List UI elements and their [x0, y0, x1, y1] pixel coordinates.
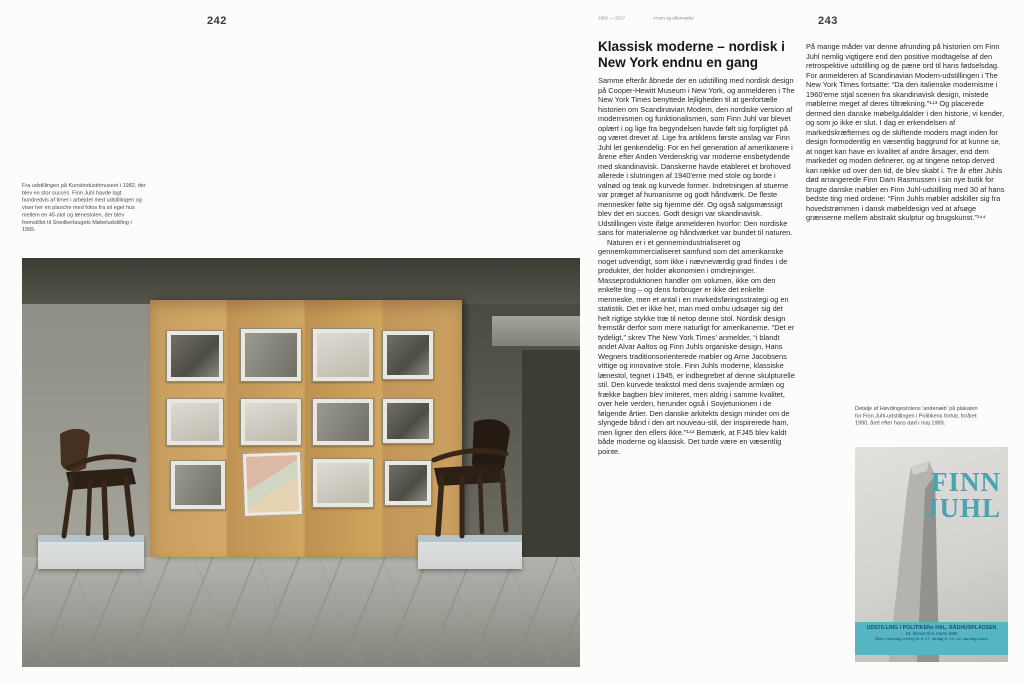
page-number-right: 243 — [818, 15, 838, 27]
framed-print — [240, 398, 302, 446]
framed-print — [312, 398, 374, 446]
exhibition-chair-left — [46, 416, 142, 540]
banner-line-1: UDSTILLING I POLITIKENs HAL, RÅDHUSPLADSEN — [866, 625, 997, 631]
framed-print — [382, 330, 434, 380]
marble-veining — [22, 557, 580, 667]
colored-sketch — [242, 451, 303, 517]
dark-doorway — [522, 350, 580, 560]
paragraph: Samme efterår åbnede der en udstilling med nordisk design på Cooper-Hewitt Museum i New York, og anmelderen i The New York Times benyttede lejligheden til at genfortælle historien om Scandinavian Modern, den nordiske version af modernismen og funktionalismen, som Finn Juhl var blevet oplært i og lige fra begyndelsen havde følt sig forpligtet på og været drevet af. Lige fra artiklens første anslag var Finn Juhl let genkendelig: For en hel generation af amerikanere i årene efter Anden Verdenskrig var moderne ensbetydende med skandinavisk. Danskerne havde etableret et brohoved allerede i slutningen af 1940'erne med stole og borde i valnød og teak og kurvede former. Indretningen af stuerne var præget af humanisme og godt håndværk. De fleste mennesker følte sig hjemme dér. Og også salgsmæssigt blev det en succes. Godt design var skandinavisk. Udstillingen viste ifølge anmelderen hvorfor: Den nordiske sans for materialerne og håndværket var bundet til naturen. — [598, 76, 795, 237]
window-band — [492, 316, 580, 346]
photo-wall-panel — [150, 300, 462, 557]
poster-title-line2: JUHL — [924, 493, 1001, 524]
framed-print — [312, 458, 374, 508]
chair-plinth-left — [38, 535, 144, 569]
exhibition-chair-right — [424, 412, 520, 540]
poster-title-line1: FINN — [931, 467, 1001, 497]
poster-title — [925, 469, 1001, 522]
framed-print — [166, 398, 224, 446]
article-column-1 — [598, 76, 795, 456]
chair-plinth-right — [418, 535, 522, 569]
poster-banner — [855, 622, 1008, 655]
figure-caption: Fra udstillingen på Kunstindustrimuseet i 1982, der blev en stor succes. Finn Juhl havde lagt hundredvis af timer i arbejdet med udstillingen og viser her en planche med fotos fra sit eget hus mellem en 45-stol og lænestolen, der blev fremstillet til Snedkerlaugets Møbeludstilling i 1955. — [22, 182, 146, 233]
running-head-years: 1982 — 2017 — [598, 15, 626, 21]
ceiling-shadow — [22, 258, 580, 304]
banner-line-2: 18. februar til 5. marts 1990 — [905, 631, 958, 636]
article-heading: Klassisk moderne – nordisk i New York endnu en gang — [598, 39, 785, 71]
running-head-chapter: Arven og eftermælet — [653, 15, 694, 21]
exhibition-poster — [855, 447, 1008, 662]
paragraph: På mange måder var denne afrunding på historien om Finn Juhl nemlig vigtigere end den positive modtagelse af den retrospektive udstilling og de pæne ord til hans fødselsdag. For anmelderen af Scandinavian Modern-udstillingen i The New York Times fortsatte: “Da den italienske modernisme i 1960'erne stjal scenen fra skandinavisk design, mistede møblerne meget af deres tiltrækning.”¹⁴³ Og placerede dermed den danske møbelguldalder i den historie, vi kender, og som jo ikke er slut. I dag er erkendelsen af markedskræfternes og de skiftende moders magt inden for design formodentlig en væsentlig baggrund for at kunne se, at noget kan have en kvalitet af andre årsager, end dem markedet og moden definerer, og at tingene netop derved kan række ud over den tid, de blev skabt i. Tre år efter Juhls død arrangerede Finn Dam Rasmussen i sin nye butik for brugte danske møbler en Finn Juhl-udstilling med 30 af hans bedste ting med ordene: “Finn Juhls møbler adskiller sig fra hovedstrømmen i dansk møbeldesign ved at afsøge grænserne mellem abstrakt skulptur og brugskunst.”¹⁴⁴ — [806, 42, 1005, 222]
framed-print — [166, 330, 224, 382]
framed-print — [170, 460, 226, 510]
article-column-2 — [806, 42, 1007, 223]
banner-line-3: Åben: mandag–fredag kl. 9–17, lørdag kl. 10–14, søndag lukket — [875, 636, 988, 641]
framed-print — [312, 328, 374, 382]
paragraph: Naturen er i et gennemindustrialiseret og gennemkommercialiseret samfund som det amerikanske noget udvendigt, som ikke i nævneværdig grad findes i de produkter, der holder økonomien i omdrejninger. Masseproduktionen handler om volumen, ikke om den enkelte ting – og dens forbruger er ikke det enkelte menneske, men et antal i en markedsføringsstrategi og en statistik. Det er ikke her, man med omhu udsøger sig det helt rigtige stykke træ til netop denne stol. Nordisk design fremstår derfor som mere naturligt for amerikanerne. “Det er tydeligt,” skrev The New York Times’ anmelder, “i blandt andet Alvar Aaltos og Finn Juhls organiske design, Hans Wegners traditionsorienterede møbler og Arne Jacobsens vittige og innovative stole. Finn Juhls moderne, klassiske lænestol, tegnet i 1945, er indbegrebet af denne skulpturelle stil. Den kurvede teakstol med dens svajende armlæn og frække bagben blev imiteret, men aldrig i samme kvalitet, over hele verden, herunder også i Sovjetunionen i de følgende årtier. Den danske arkitekts design minder om de slyngede bånd i den art nouveau-stil, der inspirerede ham, men ligner den ellers ikke.”¹⁴² Bemærk, at FJ45 blev kaldt både moderne og klassisk. Det turde være en væsentlig pointe. — [598, 237, 795, 456]
poster-figure-caption: Detalje af Høvdingestolens 'andenæb' på plakaten for Finn Juhl-udstillingen i Politikens forhal, foråret 1990, året efter hans død i maj 1989. — [855, 405, 978, 427]
page-number-left: 242 — [207, 15, 227, 27]
framed-print — [240, 328, 302, 382]
exhibition-photo — [22, 258, 580, 667]
